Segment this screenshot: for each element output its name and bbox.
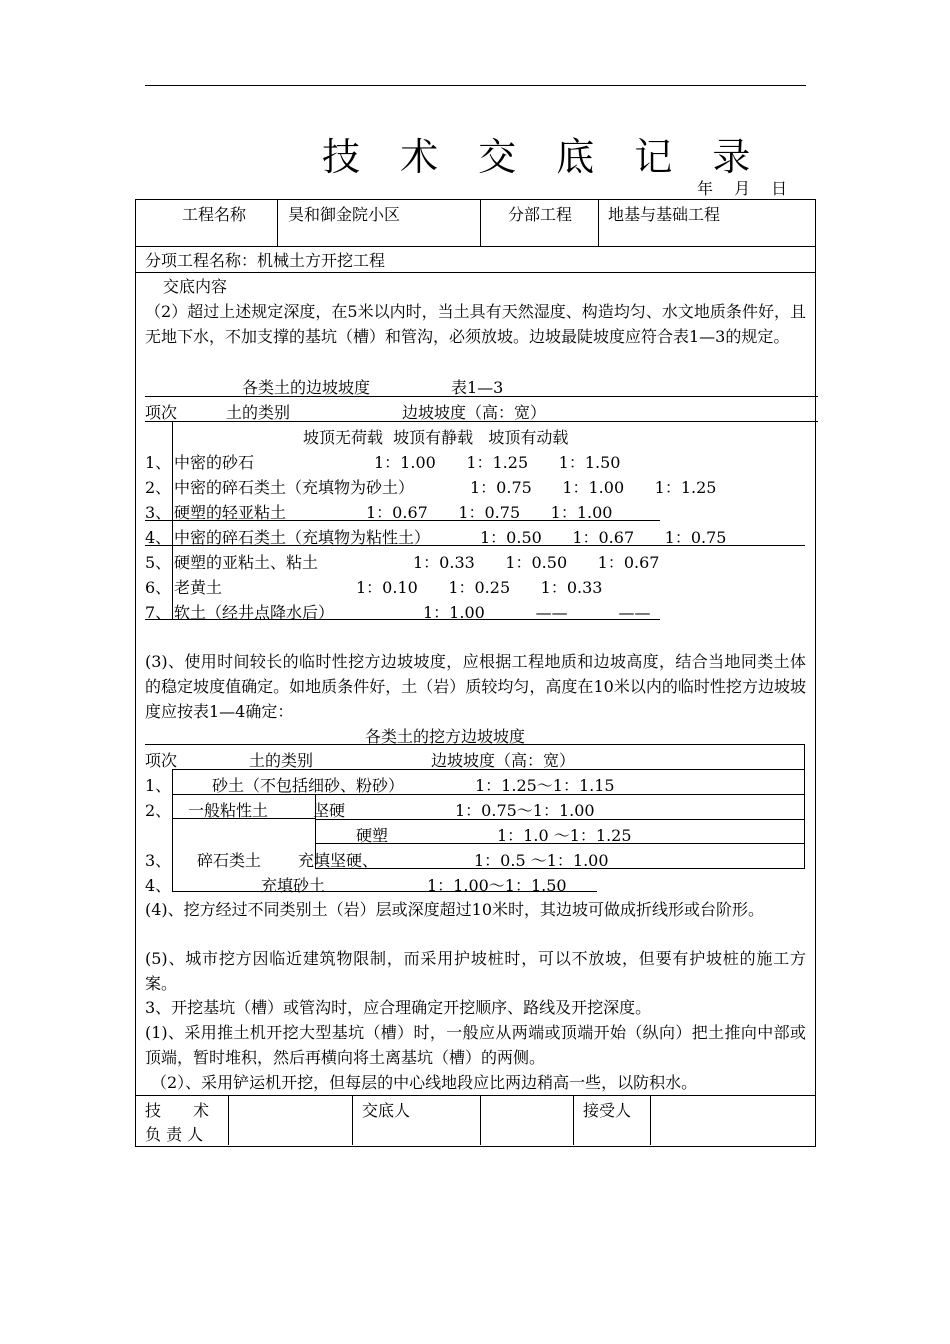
project-name-value: 昊和御金院小区 [288,205,401,224]
paragraph-4: (4)、挖方经过不同类别土（岩）层或深度超过10米时，其边坡可做成折线形或台阶形。 [145,900,765,919]
date-line: 年 月 日 [697,179,788,198]
discloser-label: 交底人 [362,1101,411,1120]
top-rule [145,85,806,86]
table1-caption: 各类土的边坡坡度 [242,378,371,397]
item-3-1: (1)、采用推土机开挖大型基坑（槽）时，一般应从两端或顶端开始（纵向）把土推向中部或顶端，暂时堆积，然后再横向将土离基坑（槽）的两侧。 [145,1023,806,1067]
table1-header-type: 土的类别 [226,403,291,422]
paragraph-2: （2）超过上述规定深度，在5米以内时，当土具有天然湿度、构造均匀、水文地质条件好，且无地下水，不加支撑的基坑（槽）和管沟，必须放坡。边坡最陡坡度应符合表1—3的规定。 [145,302,806,346]
table1-number: 表1—3 [451,378,504,397]
table1-header-no: 项次 [145,403,178,422]
paragraph-5: (5)、城市挖方因临近建筑物限制，而采用护坡桩时，可以不放坡，但要有护坡桩的施工方案。 [145,949,806,993]
table1-sub-headers: 坡顶无荷载 坡顶有静载 坡顶有动载 [303,428,569,447]
tech-lead-label-line1: 技 术 [145,1101,210,1120]
table2-header-slope: 边坡坡度（高：宽） [431,751,576,770]
table1-header-slope: 边坡坡度（高：宽） [402,403,547,422]
subitem-name: 分项工程名称：机械土方开挖工程 [145,251,386,270]
project-name-label: 工程名称 [182,205,247,224]
table2-header-no: 项次 [145,751,178,770]
table2-caption: 各类土的挖方边坡坡度 [365,727,526,746]
page-title: 技 术 交 底 记 录 [322,135,765,179]
content-label: 交底内容 [163,277,228,296]
division-value: 地基与基础工程 [608,205,721,224]
item-3: 3、开挖基坑（槽）或管沟时，应合理确定开挖顺序、路线及开挖深度。 [145,998,652,1017]
paragraph-3: (3)、使用时间较长的临时性挖方边坡坡度，应根据工程地质和边坡高度，结合当地同类土体的稳定坡度值确定。如地质条件好，土（岩）质较均匀，高度在10米以内的临时性挖方边坡坡度应按表1—4确定： [145,652,806,721]
receiver-label: 接受人 [583,1101,632,1120]
item-3-2: （2）、采用铲运机开挖，但每层的中心线地段应比两边稍高一些，以防积水。 [151,1073,698,1092]
table2-header-type: 土的类别 [249,751,314,770]
division-label: 分部工程 [508,205,573,224]
tech-lead-label-line2: 负 责 人 [145,1125,204,1144]
